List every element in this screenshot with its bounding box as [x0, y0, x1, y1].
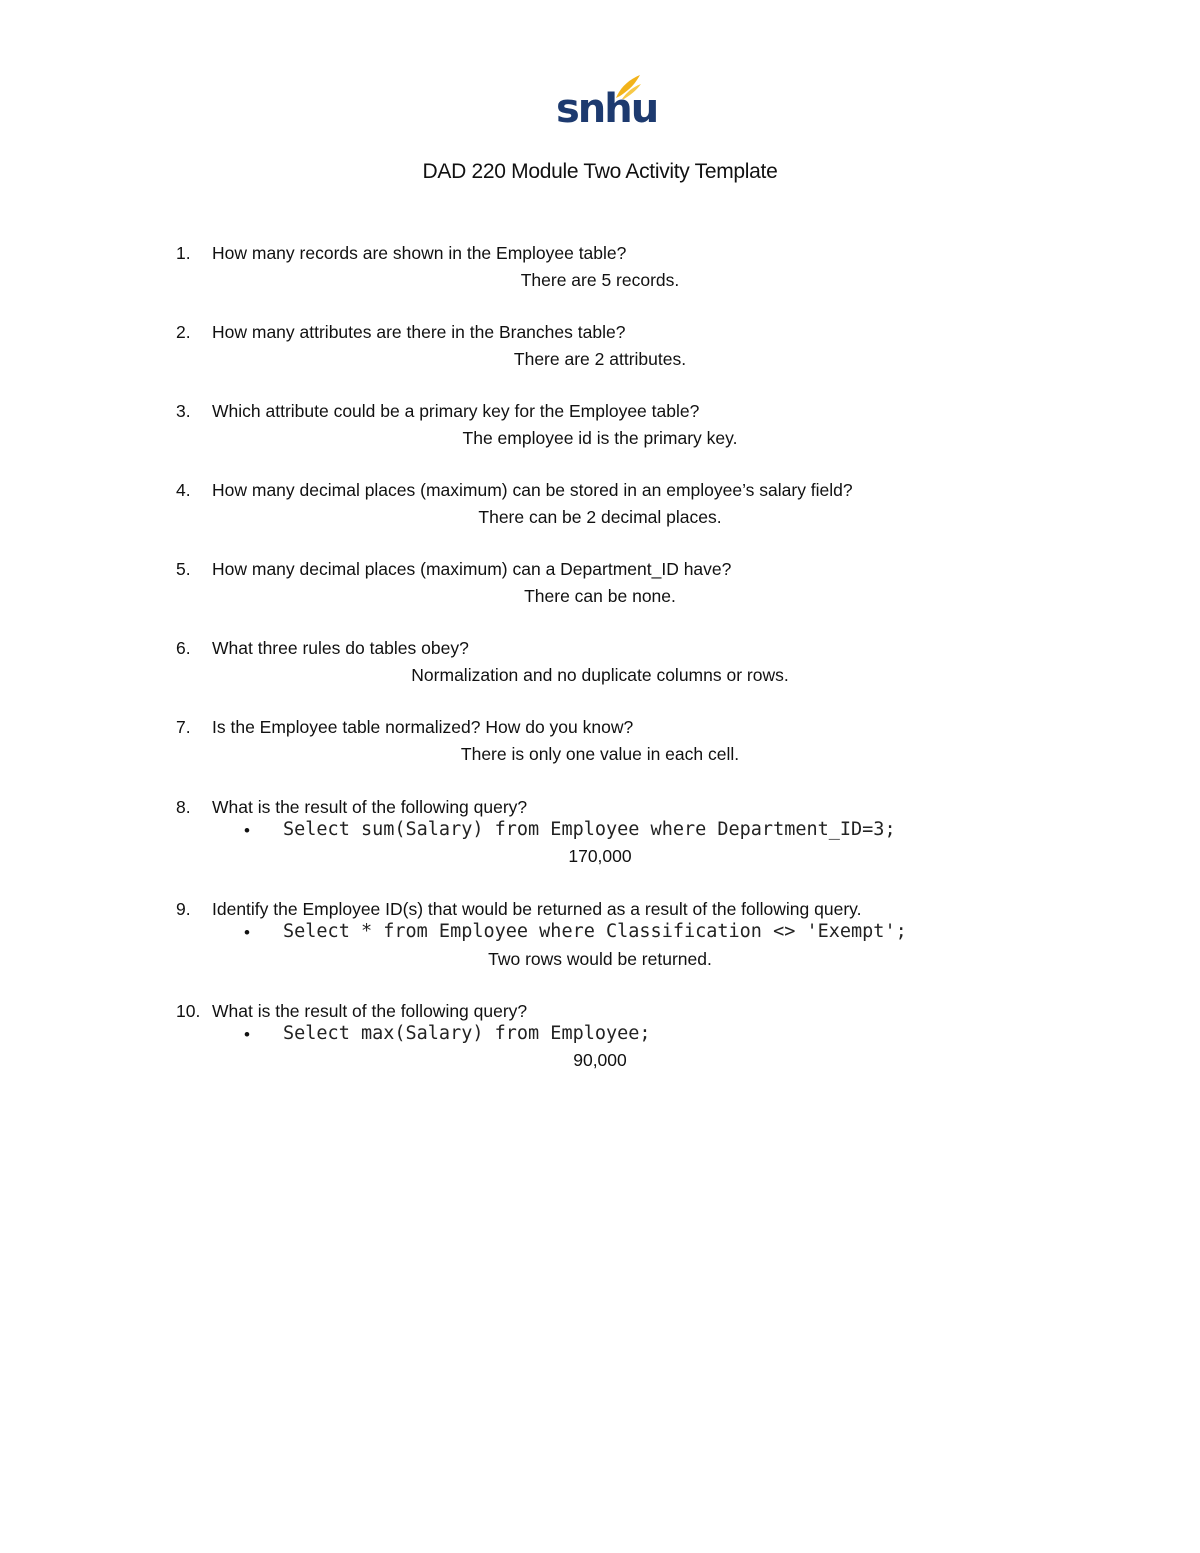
question-number: 8.: [176, 797, 191, 817]
question-text: What is the result of the following query?: [212, 797, 528, 817]
answer-text: Normalization and no duplicate columns or rows.: [411, 665, 789, 685]
answer-text: There can be none.: [524, 586, 676, 606]
question-item: [0, 479, 1200, 549]
question-item: [0, 400, 1200, 470]
answer-text: The employee id is the primary key.: [462, 428, 738, 448]
question-text: What three rules do tables obey?: [212, 638, 469, 658]
snhu-logo: [556, 74, 658, 134]
question-number: 4.: [176, 480, 191, 500]
answer-text: There are 2 attributes.: [513, 349, 687, 369]
question-text: How many decimal places (maximum) can be stored in an employee’s salary field?: [212, 480, 853, 500]
question-text: Identify the Employee ID(s) that would be returned as a result of the following query.: [212, 899, 862, 919]
answer-text: 170,000: [568, 846, 632, 866]
question-item: [0, 242, 1200, 312]
question-number: 6.: [176, 638, 191, 658]
bullet: •: [244, 1025, 250, 1044]
sql-query: Select max(Salary) from Employee;: [283, 1023, 651, 1044]
question-item: [0, 558, 1200, 628]
question-item: [0, 898, 1200, 978]
answer-text: There are 5 records.: [520, 270, 680, 290]
question-text: What is the result of the following query?: [212, 1001, 528, 1021]
question-number: 9.: [176, 899, 191, 919]
question-item: [0, 796, 1200, 876]
question-item: [0, 716, 1200, 786]
question-number: 3.: [176, 401, 191, 421]
bullet: •: [244, 923, 250, 942]
bullet: •: [244, 821, 250, 840]
answer-text: Two rows would be returned.: [488, 949, 712, 969]
question-item: [0, 321, 1200, 391]
question-number: 2.: [176, 322, 191, 342]
question-text: How many attributes are there in the Branches table?: [212, 322, 626, 342]
sql-query: Select * from Employee where Classification <> 'Exempt';: [283, 921, 907, 942]
question-number: 10.: [176, 1001, 201, 1021]
answer-text: There can be 2 decimal places.: [478, 507, 722, 527]
question-number: 5.: [176, 559, 191, 579]
question-text: How many records are shown in the Employee table?: [212, 243, 627, 263]
document-title: DAD 220 Module Two Activity Template: [422, 160, 778, 183]
answer-text: 90,000: [573, 1050, 627, 1070]
question-text: How many decimal places (maximum) can a Department_ID have?: [212, 559, 732, 579]
question-item: [0, 1000, 1200, 1080]
question-text: Which attribute could be a primary key for the Employee table?: [212, 401, 700, 421]
question-text: Is the Employee table normalized? How do you know?: [212, 717, 634, 737]
answer-text: There is only one value in each cell.: [460, 744, 740, 764]
logo-wordmark: snhu: [556, 86, 658, 132]
question-number: 7.: [176, 717, 191, 737]
sql-query: Select sum(Salary) from Employee where Department_ID=3;: [283, 819, 896, 840]
question-item: [0, 637, 1200, 707]
question-number: 1.: [176, 243, 191, 263]
